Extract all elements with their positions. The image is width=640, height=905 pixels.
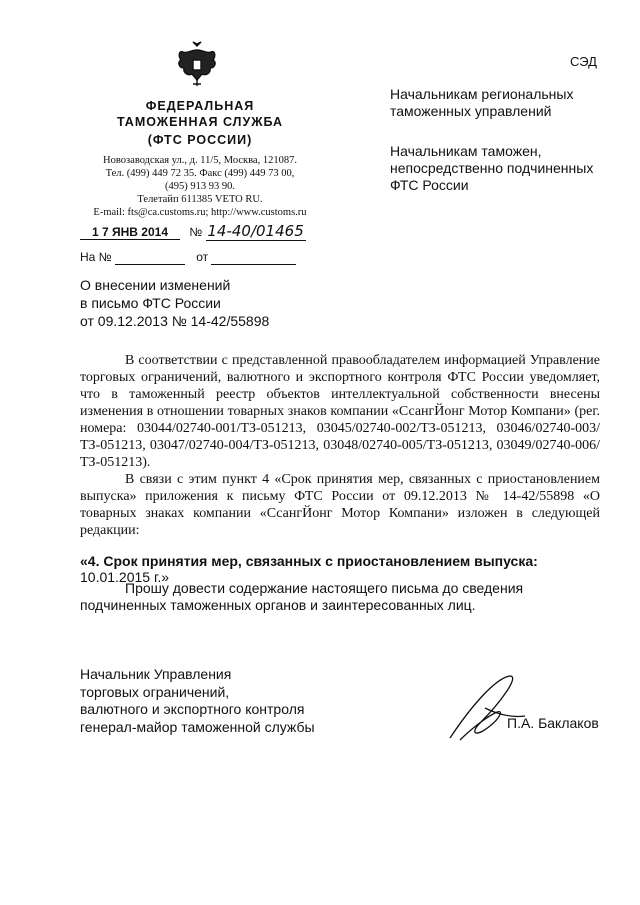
quoted-clause-date: 10.01.2015 г.» <box>80 569 170 585</box>
org-address-line1: Новозаводская ул., д. 11/5, Москва, 121087. <box>103 155 297 166</box>
ref-number-blank <box>115 250 185 265</box>
body-paragraph-2: В связи с этим пункт 4 «Срок принятия мер, связанных с приостановлением выпуска» приложения к письму ФТС России от 09.12.2013 № 14-42/55898 «О товарных знаках компании «СсангЙонг Мотор Компани» изложен в следующей редакции: <box>80 472 600 538</box>
signatory-name: П.А. Баклаков <box>507 715 599 731</box>
registration-date: 1 7 ЯНВ 2014 <box>80 225 180 240</box>
addressee-line: Начальникам региональных <box>390 86 574 102</box>
registration-row <box>80 222 306 241</box>
org-address-line4: Телетайп 611385 VETO RU. <box>137 194 263 205</box>
signatory-title-line: торговых ограничений, <box>80 683 230 700</box>
number-sign: № <box>189 225 203 239</box>
ref-date-blank <box>211 250 296 265</box>
org-name-line1: ФЕДЕРАЛЬНАЯ <box>145 99 255 113</box>
org-address-line3: (495) 913 93 90. <box>165 181 235 192</box>
addressee-line: Начальникам таможен, <box>390 143 542 159</box>
coat-of-arms-emblem <box>175 40 219 88</box>
signatory-title-line: валютного и экспортного контроля <box>80 701 305 717</box>
org-address-line5: E-mail: fts@ca.customs.ru; http://www.customs.ru <box>93 207 307 218</box>
letter-subject <box>80 276 269 330</box>
org-address-line2: Тел. (499) 449 72 35. Факс (499) 449 73 00, <box>105 168 295 179</box>
closing-paragraph: Прошу довести содержание настоящего письма до сведения подчиненных таможенных органов и заинтересованных лиц. <box>80 580 524 613</box>
signatory-title-line: Начальник Управления <box>80 666 232 682</box>
addressee-line: ФТС России <box>390 177 469 193</box>
handwritten-signature <box>440 668 530 748</box>
registration-number: 14-40/01465 <box>207 222 304 240</box>
org-name-line3: (ФТС РОССИИ) <box>147 133 253 147</box>
addressee-line: непосредственно подчиненных <box>390 160 594 176</box>
signatory-title <box>80 666 315 736</box>
sed-label: СЭД <box>570 54 597 69</box>
subject-line: от 09.12.2013 № 14-42/55898 <box>80 313 270 329</box>
reference-row <box>80 250 296 265</box>
org-name-line2: ТАМОЖЕННАЯ СЛУЖБА <box>116 115 284 129</box>
from-label: от <box>196 250 209 264</box>
quoted-clause-bold: «4. Срок принятия мер, связанных с приостановлением выпуска: <box>80 553 538 569</box>
addressee-line: таможенных управлений <box>390 103 552 119</box>
subject-line: О внесении изменений <box>80 277 231 293</box>
ref-label: На № <box>80 250 112 264</box>
subject-line: в письмо ФТС России <box>80 295 221 311</box>
signatory-title-line: генерал-майор таможенной службы <box>80 718 315 735</box>
addressee-group-1 <box>390 86 573 120</box>
body-paragraph-1: В соответствии с представленной правообладателем информацией Управление торговых ограничений, валютного и экспортного контроля ФТС России уведомляет, что в таможенный реестр объектов интеллектуальной собственности внесены изменения в отношении товарных знаков компании «СсангЙонг Мотор Компани» (рег. номера: 03044/02740-001/ТЗ-051213, 03045/02740-002/ТЗ-051213, 03046/02740-003/ТЗ-051213, 03047/02740-004/ТЗ-051213, 03048/02740-005/ТЗ-051213, 03049/02740-006/ТЗ-051213). <box>80 353 600 470</box>
addressee-group-2 <box>390 143 593 194</box>
